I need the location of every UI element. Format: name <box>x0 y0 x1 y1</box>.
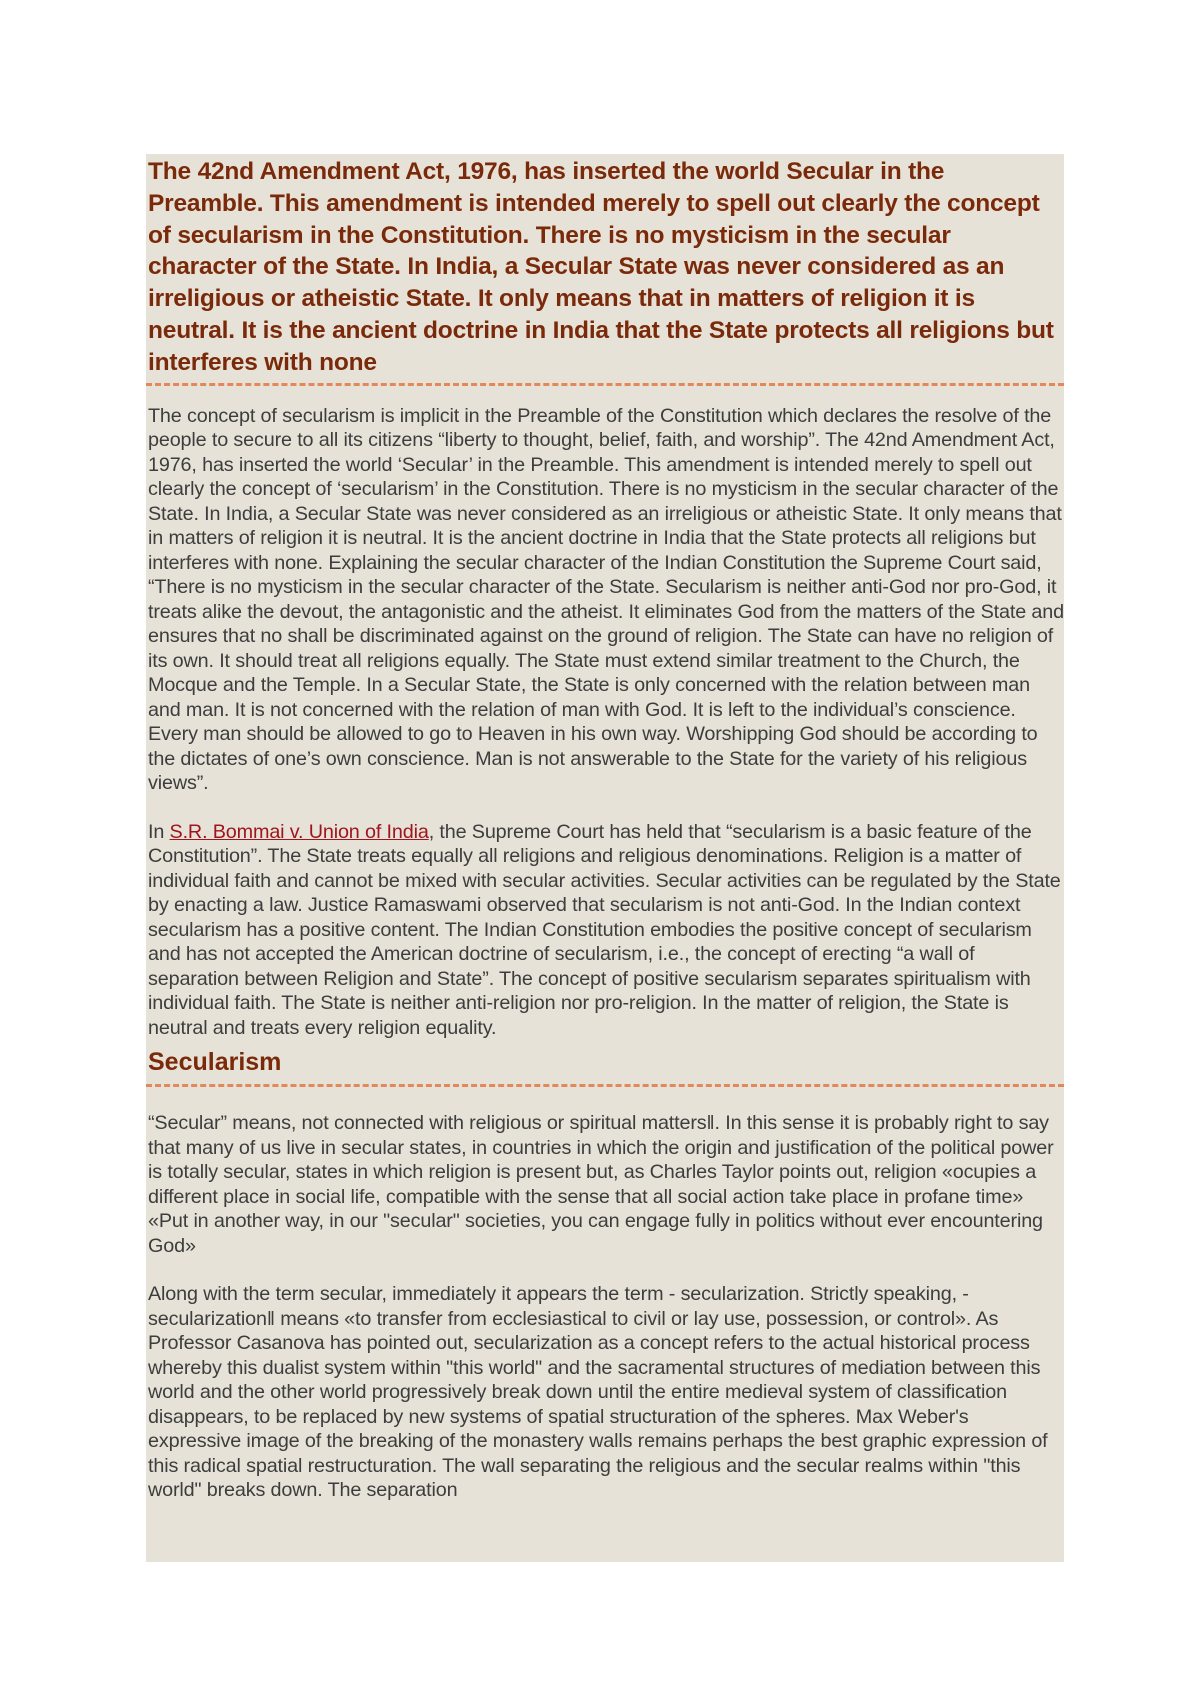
main-heading: The 42nd Amendment Act, 1976, has inserted the world Secular in the Preamble. This amendment is intended merely to spell out clearly the concept of secularism in the Constitution. There is no mysticism in the secular character of the State. In India, a Secular State was never considered as an irreligious or atheistic State. It only means that in matters of religion it is neutral. It is the ancient doctrine in India that the State protects all religions but interferes with none <box>148 158 1054 376</box>
content-block <box>146 154 1064 1562</box>
paragraph-secularization: Along with the term secular, immediately it appears the term - secularization. Strictly speaking, -secularization‖ means «to transfer from ecclesiastical to civil or lay use, possession, or control». As Professor Casanova has pointed out, secularization as a concept refers to the actual historical process whereby this dualist system within "this world" and the sacramental structures of mediation between this world and the other world progressively break down until the entire medieval system of classification disappears, to be replaced by new systems of spatial structuration of the spheres. Max Weber's expressive image of the breaking of the monastery walls remains perhaps the best graphic expression of this radical spatial restructuration. The wall separating the religious and the secular realms within "this world" breaks down. The separation <box>148 1283 1048 1502</box>
section-heading-secularism: Secularism <box>148 1048 282 1077</box>
heading-divider <box>146 383 1064 386</box>
paragraph-bommai-case <box>146 820 1064 1041</box>
paragraph-secularism-concept: The concept of secularism is implicit in the Preamble of the Constitution which declares the resolve of the people to secure to all its citizens “liberty to thought, belief, faith, and worship”. The 42nd Amendment Act, 1976, has inserted the world ‘Secular’ in the Preamble. This amendment is intended merely to spell out clearly the concept of ‘secularism’ in the Constitution. There is no mysticism in the secular character of the State. In India, a Secular State was never considered as an irreligious or atheistic State. It only means that in matters of religion it is neutral. It is the ancient doctrine in India that the State protects all religions but interferes with none. Explaining the secular character of the Indian Constitution the Supreme Court said, “There is no mysticism in the secular character of the State. Secularism is neither anti-God nor pro-God, it treats alike the devout, the antagonistic and the atheist. It eliminates God from the matters of the State and ensures that no shall be discriminated against on the ground of religion. The State can have no religion of its own. It should treat all religions equally. The State must extend similar treatment to the Church, the Mocque and the Temple. In a Secular State, the State is only concerned with the relation between man and man. It is not concerned with the relation of man with God. It is left to the individual’s conscience. Every man should be allowed to go to Heaven in his own way. Worshipping God should be according to the dictates of one’s own conscience. Man is not answerable to the State for the variety of his religious views”. <box>148 404 1064 795</box>
paragraph-suffix: , the Supreme Court has held that “secularism is a basic feature of the Constitution”. The State treats equally all religions and religious denominations. Religion is a matter of individual faith and cannot be mixed with secular activities. Secular activities can be regulated by the State by enacting a law. Justice Ramaswami observed that secularism is not anti-God. In the Indian context secularism has a positive content. The Indian Constitution embodies the positive concept of secularism and has not accepted the American doctrine of secularism, i.e., the concept of erecting “a wall of separation between Religion and State”. The concept of positive secularism separates spiritualism with individual faith. The State is neither anti-religion nor pro-religion. In the matter of religion, the State is neutral and treats every religion equality. <box>148 820 1061 1039</box>
case-link-bommai[interactable]: S.R. Bommai v. Union of India <box>169 820 429 843</box>
section-divider <box>146 1084 1064 1087</box>
paragraph-prefix: In <box>148 820 170 843</box>
paragraph-secular-meaning: “Secular” means, not connected with religious or spiritual matters‖. In this sense it is probably right to say that many of us live in secular states, in countries in which the origin and justification of the political power is totally secular, states in which religion is present but, as Charles Taylor points out, religion «ocupies a different place in social life, compatible with the sense that all social action take place in profane time» «Put in another way, in our "secular" societies, you can engage fully in politics without ever encountering God» <box>148 1112 1054 1257</box>
